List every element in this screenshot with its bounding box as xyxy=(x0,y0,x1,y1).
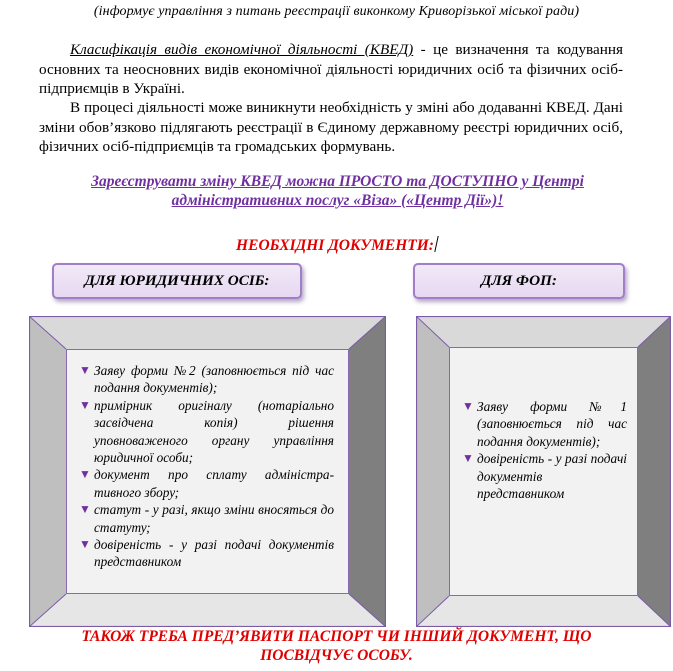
kved-definition: - це визначення та кодування основних та неосновних видів економічної діяльності юридичних осіб та фізичних осіб-підприємців в Україні. xyxy=(39,41,623,97)
triangle-bullet-icon: ▼ xyxy=(79,397,91,412)
list-item: ▼ Заяву форми №1 (заповнюється під час подання документів); xyxy=(462,399,627,449)
documents-heading xyxy=(0,236,673,255)
promo-line-2: адміністративних послуг «Віза» («Центр Дії»)! xyxy=(171,192,504,209)
triangle-bullet-icon: ▼ xyxy=(79,467,91,482)
list-item: ▼ Заяву форми №2 (заповнюється під час подання документів); xyxy=(79,363,334,396)
triangle-bullet-icon: ▼ xyxy=(79,537,91,552)
list-item: ▼ довіреність - у разі подачі документів представником xyxy=(462,451,627,502)
tab-fop: ДЛЯ ФОП: xyxy=(413,263,625,299)
promo-line-1: Зареєструвати зміну КВЕД можна ПРОСТО та ДОСТУПНО у Центрі xyxy=(91,173,584,190)
source-caption: (інформує управління з питань реєстрації виконкому Криворізької міської ради) xyxy=(93,4,580,19)
fop-documents-frame xyxy=(416,316,671,627)
list-item: ▼ статут - у разі, якщо зміни вносяться до статуту; xyxy=(79,502,334,535)
triangle-bullet-icon: ▼ xyxy=(462,399,474,413)
passport-notice-line-2: ПОСВІДЧУЄ ОСОБУ. xyxy=(260,647,413,664)
fop-documents-list xyxy=(460,398,627,502)
text-cursor xyxy=(434,236,438,252)
passport-notice xyxy=(0,627,673,665)
documents-heading-text: НЕОБХІДНІ ДОКУМЕНТИ: xyxy=(236,237,434,254)
list-item: ▼ документ про сплату адміністра-тивного збору; xyxy=(79,467,334,500)
intro-paragraph xyxy=(39,40,623,99)
tab-legal-entities: ДЛЯ ЮРИДИЧНИХ ОСІБ: xyxy=(52,263,302,299)
promo-text xyxy=(40,172,635,210)
legal-documents-panel xyxy=(66,349,349,594)
list-item: ▼ довіреність - у разі подачі документів представником xyxy=(79,537,334,570)
triangle-bullet-icon: ▼ xyxy=(79,502,91,517)
legal-documents-list xyxy=(77,362,334,571)
kved-term: Класифікація видів економічної діяльності (КВЕД) xyxy=(70,41,414,58)
fop-documents-panel xyxy=(449,347,638,596)
passport-notice-line-1: ТАКОЖ ТРЕБА ПРЕД’ЯВИТИ ПАСПОРТ ЧИ ІНШИЙ ДОКУМЕНТ, ЩО xyxy=(81,628,592,645)
triangle-bullet-icon: ▼ xyxy=(462,451,474,466)
change-paragraph: В процесі діяльності може виникнути необхідність у зміні або додаванні КВЕД. Дані зміни обов’язково підлягають реєстрації в Єдиному державному реєстрі юридичних осіб, фізичних осіб-підприємців та громадських формувань. xyxy=(39,99,623,155)
legal-documents-frame xyxy=(29,316,386,627)
triangle-bullet-icon: ▼ xyxy=(79,363,91,377)
list-item: ▼ примірник оригіналу (нотаріально засвідчена копія) рішення уповноваженого органу управління юридичної особи; xyxy=(79,397,334,466)
